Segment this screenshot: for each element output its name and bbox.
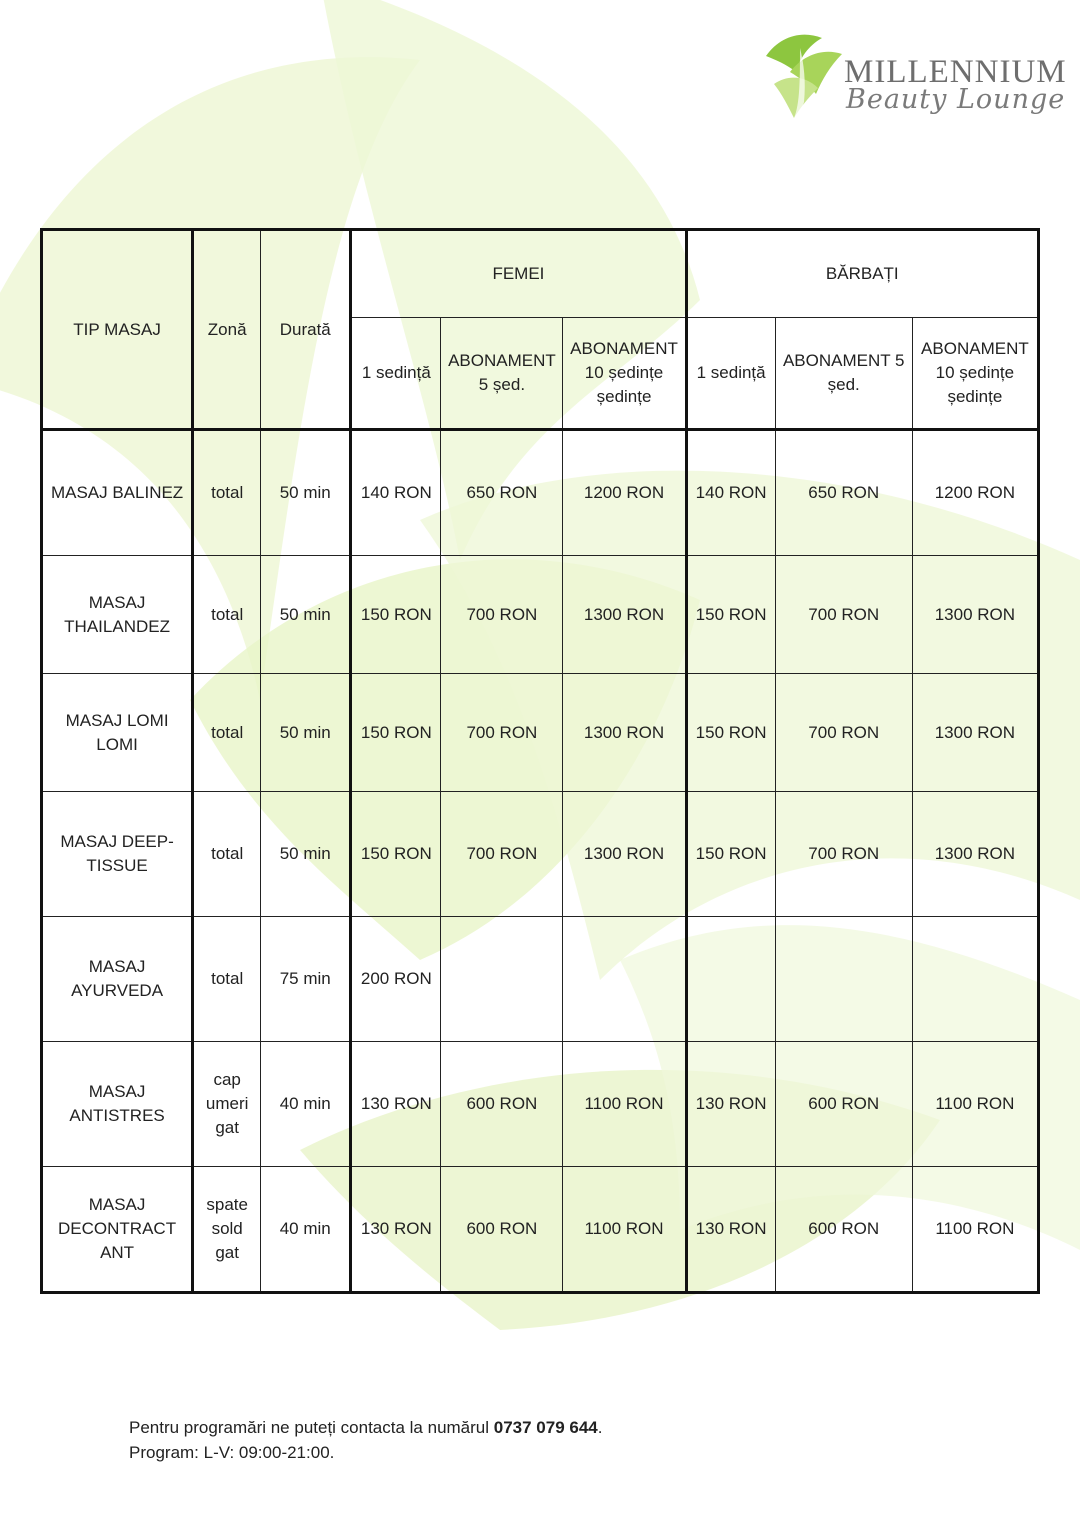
header-women-5: ABONAMENT 5 șed. [441, 318, 563, 430]
contact-suffix: . [597, 1418, 603, 1437]
table-row [42, 917, 1039, 1042]
men-5-price: 600 RON [775, 1167, 912, 1293]
women-5-price [441, 917, 563, 1042]
zone-cell: total [193, 556, 261, 674]
men-single-price: 140 RON [686, 430, 775, 556]
brand-name: MILLENNIUM [844, 54, 1067, 90]
header-men-5: ABONAMENT 5 șed. [775, 318, 912, 430]
women-5-price: 650 RON [441, 430, 563, 556]
zone-cell: cap umeri gat [193, 1042, 261, 1167]
header-women: FEMEI [351, 230, 686, 318]
women-single-price: 150 RON [351, 556, 441, 674]
leaf-face-icon [760, 28, 846, 120]
zone-cell: total [193, 674, 261, 792]
men-10-price [912, 917, 1038, 1042]
women-single-price: 200 RON [351, 917, 441, 1042]
women-10-price: 1300 RON [563, 674, 686, 792]
brand-logo [760, 28, 1067, 123]
massage-name: MASAJ LOMI LOMI [42, 674, 193, 792]
phone-number: 0737 079 644 [493, 1418, 598, 1437]
duration-cell: 50 min [261, 674, 351, 792]
massage-name: MASAJ DECONTRACT ANT [42, 1167, 193, 1293]
header-duration: Durată [261, 230, 351, 430]
header-women-single: 1 sedință [351, 318, 441, 430]
men-single-price [686, 917, 775, 1042]
men-10-price: 1300 RON [912, 674, 1038, 792]
zone-cell: total [193, 430, 261, 556]
massage-name: MASAJ AYURVEDA [42, 917, 193, 1042]
schedule-text: Program: L-V: 09:00-21:00. [129, 1443, 335, 1462]
women-10-price: 1300 RON [563, 792, 686, 917]
men-5-price: 600 RON [775, 1042, 912, 1167]
table-row [42, 1042, 1039, 1167]
duration-cell: 40 min [261, 1042, 351, 1167]
men-single-price: 150 RON [686, 674, 775, 792]
header-men: BĂRBAȚI [686, 230, 1038, 318]
women-single-price: 130 RON [351, 1167, 441, 1293]
duration-cell: 50 min [261, 556, 351, 674]
men-10-price: 1100 RON [912, 1042, 1038, 1167]
zone-cell: spate sold gat [193, 1167, 261, 1293]
women-single-price: 150 RON [351, 674, 441, 792]
men-10-price: 1300 RON [912, 792, 1038, 917]
zone-cell: total [193, 792, 261, 917]
men-5-price: 700 RON [775, 556, 912, 674]
women-10-price: 1200 RON [563, 430, 686, 556]
table-row [42, 556, 1039, 674]
men-5-price: 700 RON [775, 674, 912, 792]
header-zone: Zonă [193, 230, 261, 430]
brand-tagline: Beauty Lounge [846, 84, 1066, 115]
women-5-price: 700 RON [441, 792, 563, 917]
men-single-price: 130 RON [686, 1167, 775, 1293]
women-single-price: 150 RON [351, 792, 441, 917]
women-5-price: 600 RON [441, 1042, 563, 1167]
price-table [40, 228, 1040, 1294]
massage-name: MASAJ DEEP-TISSUE [42, 792, 193, 917]
men-5-price [775, 917, 912, 1042]
men-single-price: 130 RON [686, 1042, 775, 1167]
women-5-price: 700 RON [441, 556, 563, 674]
women-10-price: 1100 RON [563, 1042, 686, 1167]
massage-name: MASAJ ANTISTRES [42, 1042, 193, 1167]
men-single-price: 150 RON [686, 792, 775, 917]
women-10-price: 1300 RON [563, 556, 686, 674]
men-10-price: 1300 RON [912, 556, 1038, 674]
women-10-price [563, 917, 686, 1042]
women-single-price: 130 RON [351, 1042, 441, 1167]
duration-cell: 75 min [261, 917, 351, 1042]
women-10-price: 1100 RON [563, 1167, 686, 1293]
header-men-10: ABONAMENT 10 ședințe ședințe [912, 318, 1038, 430]
women-5-price: 700 RON [441, 674, 563, 792]
zone-cell: total [193, 917, 261, 1042]
contact-text: Pentru programări ne puteți contacta la numărul [129, 1418, 490, 1437]
men-single-price: 150 RON [686, 556, 775, 674]
table-row [42, 430, 1039, 556]
contact-line [129, 1415, 603, 1440]
duration-cell: 50 min [261, 792, 351, 917]
table-row [42, 1167, 1039, 1293]
duration-cell: 40 min [261, 1167, 351, 1293]
men-10-price: 1100 RON [912, 1167, 1038, 1293]
table-row [42, 792, 1039, 917]
women-single-price: 140 RON [351, 430, 441, 556]
header-women-10: ABONAMENT 10 ședințe ședințe [563, 318, 686, 430]
men-5-price: 650 RON [775, 430, 912, 556]
massage-name: MASAJ THAILANDEZ [42, 556, 193, 674]
men-5-price: 700 RON [775, 792, 912, 917]
duration-cell: 50 min [261, 430, 351, 556]
table-row [42, 674, 1039, 792]
header-type: TIP MASAJ [42, 230, 193, 430]
massage-name: MASAJ BALINEZ [42, 430, 193, 556]
men-10-price: 1200 RON [912, 430, 1038, 556]
header-men-single: 1 sedință [686, 318, 775, 430]
women-5-price: 600 RON [441, 1167, 563, 1293]
contact-footer [129, 1415, 603, 1465]
